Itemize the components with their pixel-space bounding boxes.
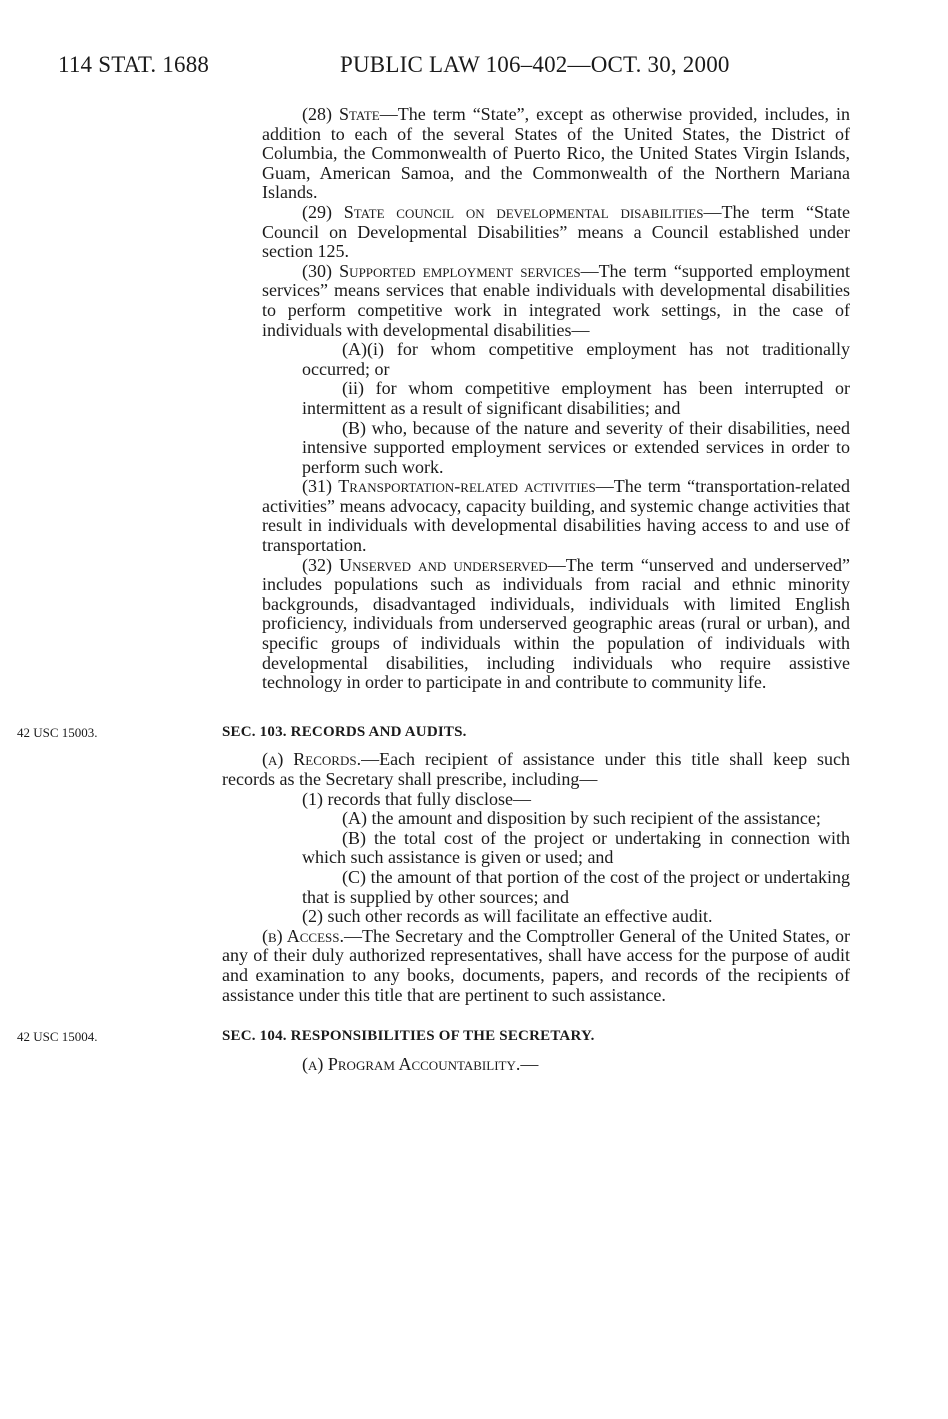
section-title: SEC. 104. RESPONSIBILITIES OF THE SECRETARY. [222, 1028, 595, 1045]
section-103-item-1a: (A) the amount and disposition by such recipient of the assistance; [342, 808, 821, 829]
section-103-b: (b) Access.—The Secretary and the Comptroller General of the United States, or any of their duly authorized representatives, shall have access for the purpose of audit and examination to any books, documents, papers, and records of the recipients of assistance under this title that are pertinent to such assistance. [222, 925, 850, 1005]
definition-28: (28) State—The term “State”, except as otherwise provided, includes, in addition to each of the several States of the United States, the District of Columbia, the Commonwealth of Puerto Rico, the United States Virgin Islands, Guam, American Samoa, and the Commonwealth of the Northern Mariana Islands. [262, 104, 851, 203]
section-103-a: (a) Records.—Each recipient of assistance under this title shall keep such records as the Secretary shall prescribe, including— [222, 749, 851, 789]
definition-30-b: (B) who, because of the nature and severity of their disabilities, need intensive supported employment services or extended services in order to perform such work. [302, 417, 850, 477]
section-103-item-2: (2) such other records as will facilitate an effective audit. [302, 906, 713, 927]
usc-margin-note: 42 USC 15003. [17, 724, 98, 740]
section-103-body [222, 750, 850, 1005]
definition-29: (29) State council on developmental disabilities—The term “State Council on Developmental Disabilities” means a Council established under section 125. [262, 201, 850, 262]
definition-31: (31) Transportation-related activities—The term “transportation-related activities” means advocacy, capacity building, and systemic change activities that result in individuals with developmental disabilities having access to and use of transportation. [262, 476, 851, 556]
section-104-body [222, 1055, 850, 1075]
running-header [58, 52, 908, 92]
definition-30: (30) Supported employment services—The term “supported employment services” means services that enable individuals with developmental disabilities to perform competitive work in integrated work settings, in the case of individuals with developmental disabilities— [262, 260, 851, 340]
definition-30-a-ii: (ii) for whom competitive employment has been interrupted or intermittent as a result of significant disabilities; and [302, 378, 850, 418]
definition-30-a-i: (A)(i) for whom competitive employment has not traditionally occurred; or [302, 339, 850, 379]
section-104-heading [17, 1027, 850, 1047]
usc-margin-note: 42 USC 15004. [17, 1029, 98, 1045]
law-title: PUBLIC LAW 106–402—OCT. 30, 2000 [340, 52, 730, 77]
section-103-item-1: (1) records that fully disclose— [302, 788, 531, 809]
definition-32: (32) Unserved and underserved—The term “unserved and underserved” includes populations such as individuals from racial and ethnic minority backgrounds, disadvantaged individuals, individuals with limited English proficiency, individuals from underserved geographic areas (rural or urban), and specific groups of individuals within the population of individuals with developmental disabilities, including individuals who require assistive technology in order to participate in and contribute to community life. [262, 554, 850, 693]
section-title: SEC. 103. RECORDS AND AUDITS. [222, 723, 467, 740]
section-103-heading [17, 723, 850, 743]
section-103-item-1c: (C) the amount of that portion of the cost of the project or undertaking that is supplied by other sources; and [302, 866, 850, 907]
body-text [17, 104, 851, 1074]
section-104-a: (a) Program Accountability.— [302, 1053, 539, 1074]
section-103-item-1b: (B) the total cost of the project or undertaking in connection with which such assistance is given or used; and [302, 827, 850, 868]
page-reference: 114 STAT. 1688 [58, 52, 210, 77]
